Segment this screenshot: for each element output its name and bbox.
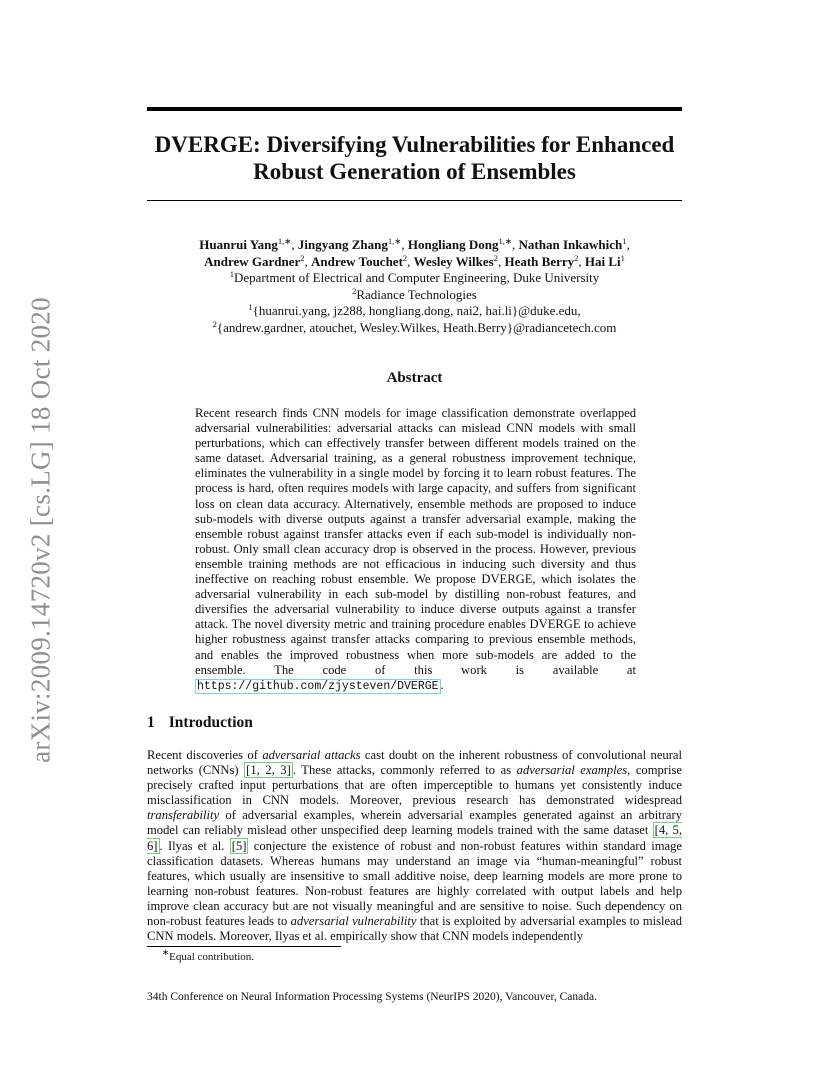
- author-name: Jingyang Zhang: [297, 237, 388, 252]
- paper-title: [147, 131, 682, 185]
- title-bottom-rule: [147, 200, 682, 201]
- introduction-paragraph: [147, 748, 682, 944]
- section-heading-introduction: [147, 714, 253, 732]
- email-duke-text: {huanrui.yang, jz288, hongliang.dong, nai2, hai.li}@duke.edu,: [252, 303, 581, 318]
- author-affiliation-sup: 1,∗: [498, 236, 513, 246]
- intro-text: cast doubt on the inherent robustness of convolutional neural networks (CNNs): [147, 748, 683, 778]
- author-name: Wesley Wilkes: [413, 253, 494, 269]
- intro-text: conjecture the existence of robust and non-robust features within standard image classification datasets. Whereas humans may understand an image via “human-meaningful” robust features, which usually are insensitive to small additive noise, deep learning models are more prone to learning non-robust features. Non-robust features are highly correlated with output labels and help improve clean accuracy but are not visually meaningful and are sensitive to noise. Such dependency on non-robust features leads to: [147, 838, 682, 929]
- emphasis-term: adversarial examples: [516, 763, 628, 778]
- affiliation-radiance: [147, 287, 682, 304]
- code-repo-link[interactable]: https://github.com/zjysteven/DVERGE: [197, 679, 439, 693]
- footnote: [162, 947, 255, 963]
- intro-text: of adversarial examples, wherein adversarial examples generated against an arbitrary model can reliably mislead other unspecified deep learning models trained with the same dataset: [147, 808, 682, 838]
- author-name: Nathan Inkawhich: [518, 237, 623, 252]
- author-affiliation-sup: 1: [620, 252, 625, 263]
- intro-text: , comprise precisely crafted input perturbations that are often imperceptible to humans yet consistently induce misclassification in CNN models. Moreover, previous research has demonstrated widespread: [147, 763, 682, 808]
- title-top-rule: [147, 107, 682, 111]
- email-radiance: [147, 320, 682, 337]
- author-affiliation-sup: 1,∗: [277, 236, 292, 246]
- citation-link[interactable]: [5]: [231, 838, 247, 853]
- author-name: Heath Berry: [504, 253, 575, 269]
- author-affiliation-sup: 1: [622, 236, 627, 246]
- intro-text: . These attacks, commonly referred to as: [292, 763, 517, 778]
- email-radiance-text: {andrew.gardner, atouchet, Wesley.Wilkes, Heath.Berry}@radiancetech.com: [216, 319, 617, 335]
- conference-note: 34th Conference on Neural Information Processing Systems (NeurIPS 2020), Vancouver, Canada.: [147, 991, 597, 1003]
- title-line-2: Robust Generation of Ensembles: [253, 159, 576, 184]
- affiliation-radiance-text: Radiance Technologies: [356, 286, 477, 302]
- affiliation-radiance-sup: 2: [352, 285, 357, 296]
- affiliation-duke-sup: 1: [229, 269, 234, 279]
- intro-text: Recent discoveries of: [147, 748, 263, 762]
- email-radiance-sup: 2: [212, 318, 217, 329]
- author-name: Andrew Gardner: [204, 253, 301, 269]
- email-duke: [147, 303, 682, 320]
- arxiv-side-stamp: arXiv:2009.14720v2 [cs.LG] 18 Oct 2020: [25, 297, 56, 763]
- abstract-heading: Abstract: [386, 370, 443, 386]
- section-title: Introduction: [168, 714, 253, 731]
- footnote-text: Equal contribution.: [169, 951, 255, 963]
- author-name: Hai Li: [584, 253, 621, 269]
- email-duke-sup: 1: [248, 302, 253, 312]
- author-affiliation-sup: 1,∗: [387, 236, 402, 246]
- title-line-1: DVERGE: Diversifying Vulnerabilities for Enhanced: [154, 132, 675, 157]
- citation-link[interactable]: [1, 2, 3]: [246, 763, 291, 778]
- emphasis-term: adversarial vulnerability: [290, 914, 417, 929]
- author-affiliation-sup: 2: [300, 252, 305, 263]
- author-name: Andrew Touchet: [311, 253, 403, 269]
- author-row-2: Andrew Gardner$^2$, Andrew Touchet$^2$, Wesley Wilkes$^2$, Heath Berry$^2$, Hai Li$^1$: [204, 252, 625, 269]
- author-block: [147, 237, 682, 336]
- footnote-rule: [147, 946, 341, 947]
- author-affiliation-sup: 2: [402, 252, 408, 263]
- abstract-text: Recent research finds CNN models for image classification demonstrate overlapped adversarial vulnerabilities: adversarial attacks can mislead CNN models with small perturbations, which can effectively transfer between different models trained on the same dataset. Adversarial training, as a general robustness improvement technique, eliminates the vulnerability in a single model by forcing it to learn robust features. The process is hard, often requires models with large capacity, and suffers from significant loss on clean data accuracy. Alternatively, ensemble methods are proposed to induce sub-models with diverse outputs against a transfer adversarial example, making the ensemble robust against transfer attacks even if each sub-model is individually non-robust. Only small clean accuracy drop is observed in the process. However, previous ensemble training methods are not efficacious in inducing such diversity and thus ineffective on reaching robust ensemble. We propose DVERGE, which isolates the adversarial vulnerability in each sub-model by distilling non-robust features, and diversifies the adversarial vulnerability to induce diverse outputs against a transfer attack. The novel diversity metric and training procedure enables DVERGE to achieve higher robustness against transfer attacks comparing to previous ensemble methods, and enables the improved robustness when more sub-models are added to the ensemble. The code of this work is available at: [195, 406, 636, 677]
- emphasis-term: transferability: [147, 808, 220, 823]
- author-affiliation-sup: 2: [574, 252, 579, 263]
- intro-text: . Ilyas et al.: [159, 838, 230, 853]
- author-row-1: Huanrui Yang$^{1,∗}$, Jingyang Zhang$^{1,∗}$, Hongliang Dong$^{1,∗}$, Nathan Inkawhich$^1$,: [199, 236, 630, 252]
- affiliation-duke: [147, 270, 682, 287]
- intro-text: that is exploited by adversarial examples to mislead CNN models. Moreover, Ilyas et al. empirically show that CNN models independently: [147, 914, 682, 944]
- section-number: 1: [147, 714, 155, 731]
- footnote-marker: ∗: [162, 947, 170, 957]
- citation-link[interactable]: [4, 5, 6]: [147, 823, 683, 853]
- abstract-body: [195, 406, 636, 694]
- abstract-end: .: [440, 677, 444, 692]
- emphasis-term: adversarial attacks: [262, 748, 361, 762]
- author-name: Hongliang Dong: [407, 237, 499, 252]
- author-name: Huanrui Yang: [199, 237, 278, 252]
- author-affiliation-sup: 2: [493, 252, 498, 263]
- affiliation-duke-text: Department of Electrical and Computer Engineering, Duke University: [233, 270, 600, 285]
